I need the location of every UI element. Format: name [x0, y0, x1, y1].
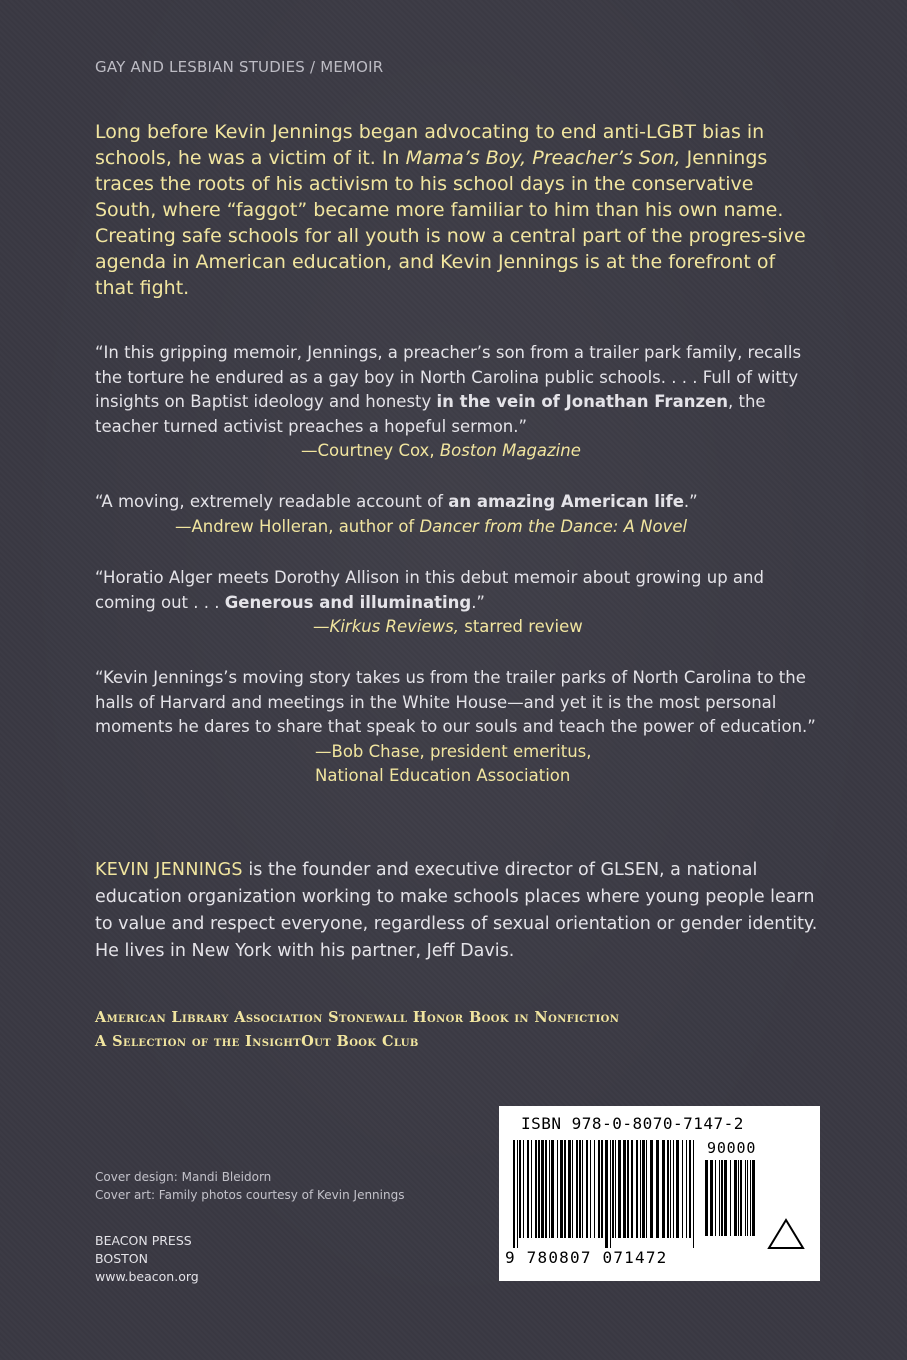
attribution-source: Kirkus Reviews, — [329, 617, 459, 636]
isbn-number: ISBN 978-0-8070-7147-2 — [521, 1114, 744, 1133]
barcode-bar — [693, 1140, 694, 1248]
attribution-source: Dancer from the Dance: A Novel — [419, 516, 688, 536]
barcode-bar — [557, 1140, 558, 1238]
quote-text: “In this gripping memoir, Jennings, a preacher’s son from a trailer park family, recalls the torture he endured as a gay boy in North Carolina public schools. . . . Full of witty insights on Baptist ideology and honesty — [95, 343, 802, 411]
barcode-bar — [541, 1140, 544, 1238]
barcode-bar — [747, 1160, 748, 1236]
honors-list — [95, 1006, 815, 1054]
barcode-bar — [519, 1140, 521, 1238]
barcode-bar — [738, 1160, 739, 1236]
barcode-bar — [572, 1140, 573, 1238]
publisher-name: BEACON PRESS — [95, 1233, 192, 1248]
ean-barcode-bars — [513, 1140, 701, 1248]
review-quote — [95, 566, 825, 640]
barcode-bar — [601, 1140, 603, 1238]
barcode-bar — [686, 1140, 687, 1238]
quote-text: , the teacher turned activist preaches a hopeful sermon.” — [95, 392, 766, 436]
barcode-bar — [560, 1140, 563, 1238]
barcode-bar — [627, 1140, 629, 1238]
attribution-name: —Courtney Cox, — [301, 441, 440, 460]
barcode-bar — [568, 1140, 571, 1238]
barcode-bar — [745, 1160, 746, 1236]
blurb-text: Jennings traces the roots of his activism to his school days in the conservative South, where “faggot” became more familiar to him than his own name. Creating safe schools for all youth is now a central part of the progres-sive agenda in American education, and Kevin Jennings is at the forefront of that fight. — [95, 147, 806, 299]
barcode-bar — [670, 1140, 671, 1238]
barcode-bar — [531, 1140, 532, 1238]
cover-art-credit: Cover art: Family photos courtesy of Kevin Jennings — [95, 1188, 405, 1202]
quote-text: “Kevin Jennings’s moving story takes us from the trailer parks of North Carolina to the halls of Harvard and meetings in the White House—and yet it is the most personal moments he dares to share that speak to our souls and teach the power of education.” — [95, 668, 816, 736]
quote-text: .” — [683, 492, 698, 511]
price-barcode-bars — [705, 1160, 755, 1246]
barcode-bar — [551, 1140, 554, 1238]
barcode-bar — [656, 1140, 659, 1238]
category-label: GAY AND LESBIAN STUDIES / MEMOIR — [95, 58, 384, 76]
barcode-bar — [623, 1140, 626, 1238]
review-quote — [95, 490, 825, 539]
publisher-city: BOSTON — [95, 1251, 148, 1266]
quote-text: “Horatio Alger meets Dorothy Allison in this debut memoir about growing up and coming out . . . — [95, 568, 764, 612]
attribution-source: Boston Magazine — [439, 441, 581, 460]
barcode-bar — [650, 1140, 653, 1238]
barcode-bar — [579, 1140, 581, 1238]
book-title: Mama’s Boy, Preacher’s Son, — [405, 147, 681, 169]
barcode-bar — [610, 1140, 611, 1248]
barcode-bar — [598, 1140, 600, 1238]
barcode-bar — [667, 1140, 669, 1238]
barcode-bar — [612, 1140, 614, 1238]
price-code: 90000 — [707, 1139, 757, 1157]
barcode-bar — [615, 1140, 616, 1238]
barcode-bar — [724, 1160, 727, 1236]
barcode-bar — [527, 1140, 529, 1238]
author-name: KEVIN JENNINGS — [95, 860, 243, 880]
quote-attribution — [95, 439, 825, 464]
barcode-bar — [673, 1140, 674, 1238]
bio-text: is the founder and executive director of GLSEN, a national education organization working to make schools places where young people learn to value and respect everyone, regardless of sexual orientation or gender identity. He lives in New York with his partner, Jeff Davis. — [95, 860, 818, 961]
barcode-bar — [549, 1140, 550, 1238]
barcode-bar — [646, 1140, 647, 1238]
honor-item: A Selection of the InsightOut Book Club — [95, 1033, 419, 1050]
barcode-bar — [594, 1140, 595, 1238]
barcode-bar — [715, 1160, 716, 1236]
barcode-bar — [582, 1140, 583, 1238]
barcode-bar — [590, 1140, 591, 1238]
barcode-bar — [676, 1140, 679, 1238]
barcode-bar — [535, 1140, 537, 1238]
barcode-bar — [564, 1140, 566, 1238]
barcode-bar — [689, 1140, 691, 1238]
quote-attribution-org: National Education Association — [315, 766, 571, 785]
publisher-url: www.beacon.org — [95, 1269, 199, 1284]
barcode-bar — [730, 1160, 731, 1236]
review-quote — [95, 666, 825, 789]
barcode-bar — [740, 1160, 742, 1236]
book-blurb — [95, 119, 815, 301]
quote-attribution — [95, 515, 825, 540]
triangle-icon — [765, 1216, 807, 1252]
quote-attribution: —Bob Chase, president emeritus, — [315, 741, 592, 761]
barcode-bar — [662, 1140, 665, 1238]
cover-credits — [95, 1168, 404, 1204]
review-quote — [95, 341, 825, 464]
quote-emphasis: an amazing American life — [448, 492, 684, 511]
quote-text: “A moving, extremely readable account of — [95, 492, 449, 511]
quote-emphasis: in the vein of Jonathan Franzen — [436, 392, 728, 411]
quote-text: .” — [471, 592, 485, 612]
barcode-bar — [576, 1140, 578, 1238]
barcode-bar — [721, 1160, 723, 1236]
barcode-bar — [631, 1140, 633, 1238]
barcode-bar — [523, 1140, 524, 1238]
blurb-text: Long before Kevin Jennings began advocating to end anti-LGBT bias in schools, he was a victim of it. In — [95, 121, 765, 169]
attribution-suffix: starred review — [459, 617, 583, 636]
barcode-bar — [538, 1140, 540, 1238]
barcode-bar — [719, 1160, 720, 1236]
isbn-barcode — [499, 1106, 820, 1281]
quote-emphasis: Generous and illuminating — [224, 592, 472, 612]
barcode-bar — [752, 1160, 755, 1236]
barcode-bar — [750, 1160, 751, 1236]
barcode-bar — [682, 1140, 683, 1238]
barcode-bar — [513, 1140, 515, 1248]
attribution-name: —Andrew Holleran, author of — [175, 516, 420, 536]
barcode-bar — [517, 1140, 518, 1248]
barcode-bar — [605, 1140, 608, 1248]
ean-digits: 9 780807 071472 — [505, 1248, 668, 1267]
barcode-bar — [734, 1160, 737, 1236]
barcode-bar — [642, 1140, 645, 1238]
barcode-bar — [705, 1160, 708, 1236]
barcode-bar — [636, 1140, 638, 1238]
publisher-info — [95, 1232, 199, 1286]
barcode-bar — [640, 1140, 641, 1238]
attribution-dash: — — [313, 617, 330, 636]
honor-item: American Library Association Stonewall Honor Book in Nonfiction — [95, 1009, 620, 1026]
barcode-bar — [586, 1140, 588, 1238]
barcode-bar — [710, 1160, 713, 1236]
barcode-bar — [545, 1140, 547, 1238]
barcode-bar — [618, 1140, 621, 1238]
cover-design-credit: Cover design: Mandi Bleidorn — [95, 1170, 272, 1184]
author-bio — [95, 857, 825, 965]
quote-attribution — [95, 615, 825, 640]
